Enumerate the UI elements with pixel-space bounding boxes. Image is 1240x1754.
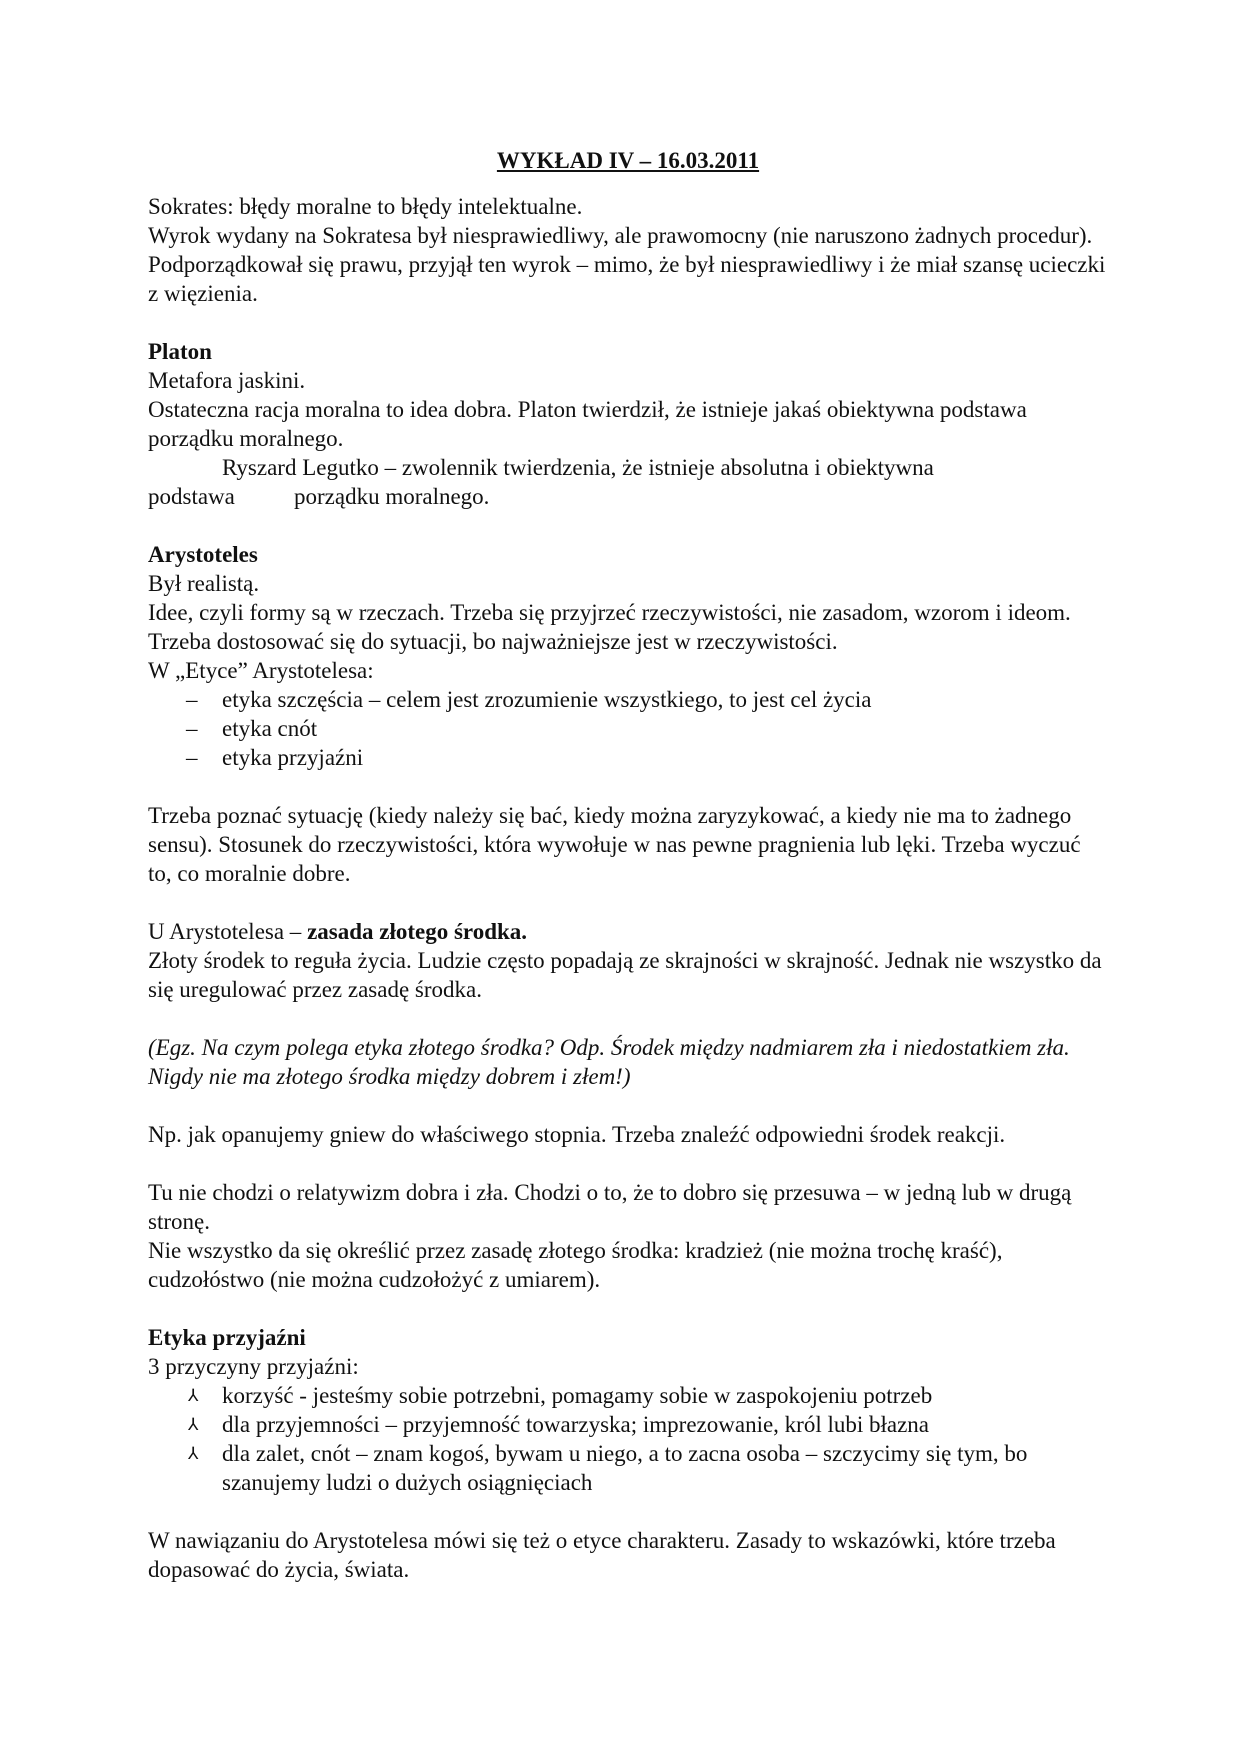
arrow-bullet-icon: ⅄ — [188, 1386, 199, 1405]
spacer — [148, 1149, 1108, 1178]
arrow-bullet-icon: ⅄ — [188, 1444, 199, 1463]
golden-mean-paragraph: Złoty środek to reguła życia. Ludzie często popadają ze skrajności w skrajność. Jednak nie wszystko da się uregulować przez zasadę środka. — [148, 948, 1102, 1002]
list-item-text: dla przyjemności – przyjemność towarzyska; imprezowanie, król lubi błazna — [222, 1412, 930, 1437]
spacer — [148, 511, 1108, 540]
list-item-text: etyka przyjaźni — [222, 745, 364, 770]
arrow-bullet-icon: ⅄ — [188, 1415, 199, 1434]
intro-paragraph: Wyrok wydany na Sokratesa był niesprawiedliwy, ale prawomocny (nie naruszono żadnych procedur). Podporządkował się prawu, przyjął ten wyrok – mimo, że był niesprawiedliwy i że miał szansę ucieczki z więzienia. — [148, 223, 1106, 306]
document-body — [148, 146, 1108, 1584]
dash-marker: – — [186, 687, 198, 712]
friendship-intro: 3 przyczyny przyjaźni: — [148, 1354, 359, 1379]
list-item — [148, 1410, 1108, 1439]
legutko-continuation — [148, 482, 1108, 511]
section-heading-arystoteles: Arystoteles — [148, 542, 258, 567]
platon-line: Metafora jaskini. — [148, 368, 306, 393]
dash-marker: – — [186, 716, 198, 741]
arystoteles-paragraph: Idee, czyli formy są w rzeczach. Trzeba się przyjrzeć rzeczywistości, nie zasadom, wzorom i ideom. Trzeba dostosować się do sytuacji, bo najważniejsze jest w rzeczywistości. — [148, 600, 1071, 654]
friendship-list — [148, 1381, 1108, 1497]
not-everything-paragraph: Nie wszystko da się określić przez zasadę złotego środka: kradzież (nie można trochę kraść), cudzołóstwo (nie można cudzołożyć z umiarem). — [148, 1238, 1003, 1292]
section-heading-friendship: Etyka przyjaźni — [148, 1325, 306, 1350]
spacer — [148, 1004, 1108, 1033]
situation-paragraph: Trzeba poznać sytuację (kiedy należy się bać, kiedy można zaryzykować, a kiedy nie ma to żadnego sensu). Stosunek do rzeczywistości, która wywołuje w nas pewne pragnienia lub lęki. Trzeba wyczuć to, co moralnie dobre. — [148, 803, 1081, 886]
list-item-text: korzyść - jesteśmy sobie potrzebni, pomagamy sobie w zaspokojeniu potrzeb — [222, 1383, 933, 1408]
golden-mean-line — [148, 917, 1108, 946]
example-paragraph: Np. jak opanujemy gniew do właściwego stopnia. Trzeba znaleźć odpowiedni środek reakcji. — [148, 1122, 1006, 1147]
intro-line: Sokrates: błędy moralne to błędy intelektualne. — [148, 194, 583, 219]
spacer — [148, 1091, 1108, 1120]
legutko-line: Ryszard Legutko – zwolennik twierdzenia, że istnieje absolutna i obiektywna — [222, 455, 934, 480]
legutko-word: podstawa — [148, 484, 235, 509]
section-heading-platon: Platon — [148, 339, 212, 364]
list-item — [148, 1439, 1108, 1497]
spacer — [148, 888, 1108, 917]
list-item — [148, 714, 1108, 743]
spacer — [148, 772, 1108, 801]
list-item — [148, 685, 1108, 714]
list-item-text: etyka szczęścia – celem jest zrozumienie wszystkiego, to jest cel życia — [222, 687, 872, 712]
exam-note: (Egz. Na czym polega etyka złotego środka? Odp. Środek między nadmiarem zła i niedostatkiem zła. Nigdy nie ma złotego środka między dobrem i złem!) — [148, 1035, 1070, 1089]
ethics-list — [148, 685, 1108, 772]
list-item — [148, 1381, 1108, 1410]
arystoteles-line: Był realistą. — [148, 571, 260, 596]
dash-marker: – — [186, 745, 198, 770]
list-item-text: dla zalet, cnót – znam kogoś, bywam u niego, a to zacna osoba – szczycimy się tym, bo szanujemy ludzi o dużych osiągnięciach — [222, 1441, 1028, 1495]
golden-mean-bold: zasada złotego środka. — [307, 919, 528, 944]
golden-mean-prefix: U Arystotelesa – — [148, 919, 308, 944]
platon-paragraph: Ostateczna racja moralna to idea dobra. Platon twierdził, że istnieje jakaś obiektywna podstawa porządku moralnego. — [148, 397, 1027, 451]
page-title: WYKŁAD IV – 16.03.2011 — [496, 148, 760, 173]
relativism-paragraph: Tu nie chodzi o relatywizm dobra i zła. Chodzi o to, że to dobro się przesuwa – w jedną lub w drugą stronę. — [148, 1180, 1072, 1234]
etyce-intro: W „Etyce” Arystotelesa: — [148, 658, 374, 683]
spacer — [148, 308, 1108, 337]
list-item-text: etyka cnót — [222, 716, 318, 741]
spacer — [148, 1294, 1108, 1323]
closing-paragraph: W nawiązaniu do Arystotelesa mówi się też o etyce charakteru. Zasady to wskazówki, które trzeba dopasować do życia, świata. — [148, 1528, 1056, 1582]
spacer — [148, 1497, 1108, 1526]
legutko-rest: porządku moralnego. — [294, 484, 490, 509]
list-item — [148, 743, 1108, 772]
